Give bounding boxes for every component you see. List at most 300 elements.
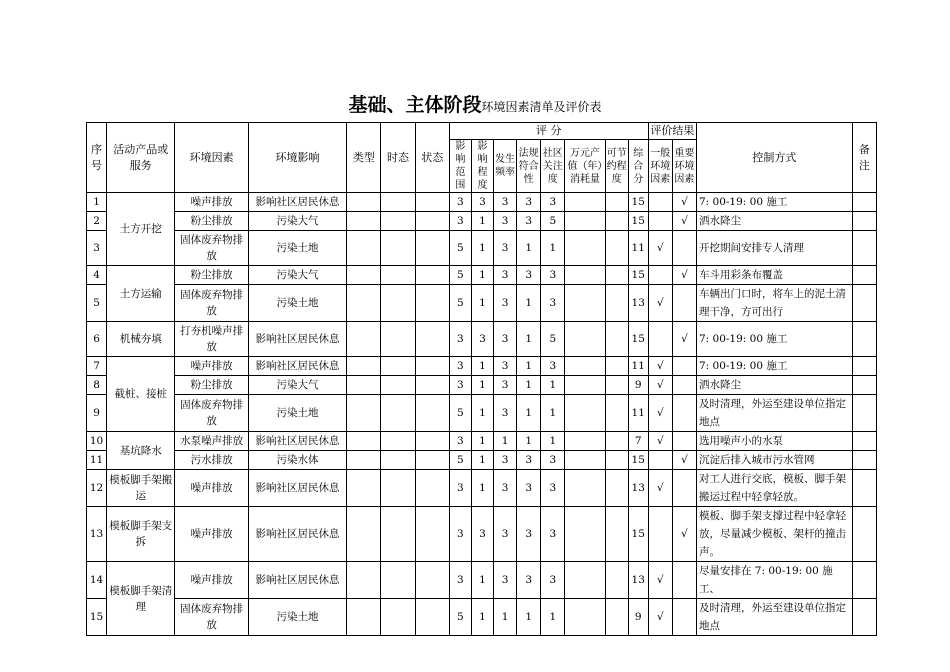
row-tense — [381, 432, 415, 451]
row-important: √ — [672, 322, 696, 357]
row-score: 1 — [471, 395, 493, 432]
row-control: 车辆出门口时，将车上的泥土清理干净，方可出行 — [696, 285, 852, 322]
table-row — [87, 376, 877, 395]
table-row — [87, 212, 877, 231]
header-score-community: 社区关注度 — [541, 140, 565, 193]
row-score: 1 — [471, 285, 493, 322]
row-saving — [605, 266, 628, 285]
row-score: 1 — [541, 395, 565, 432]
row-seq: 5 — [87, 285, 107, 322]
header-impact: 环境影响 — [248, 123, 346, 193]
row-remark — [852, 357, 876, 376]
row-important — [672, 395, 696, 432]
row-consumption — [565, 432, 605, 451]
row-score: 1 — [517, 231, 541, 266]
table-body — [87, 193, 877, 636]
row-remark — [852, 285, 876, 322]
row-total: 15 — [628, 212, 648, 231]
row-remark — [852, 376, 876, 395]
table-row — [87, 562, 877, 599]
row-score: 1 — [471, 432, 493, 451]
row-activity: 模板脚手架支拆 — [107, 507, 175, 562]
table-row — [87, 451, 877, 470]
row-factor: 噪声排放 — [175, 507, 248, 562]
row-tense — [381, 376, 415, 395]
header-score-range: 影响范围 — [449, 140, 471, 193]
table-row — [87, 357, 877, 376]
row-type — [347, 470, 381, 507]
row-saving — [605, 231, 628, 266]
row-tense — [381, 212, 415, 231]
header-score-degree: 影响程度 — [471, 140, 493, 193]
row-tense — [381, 322, 415, 357]
row-seq: 1 — [87, 193, 107, 212]
row-seq: 6 — [87, 322, 107, 357]
row-type — [347, 231, 381, 266]
row-score: 3 — [449, 507, 471, 562]
row-type — [347, 285, 381, 322]
row-type — [347, 451, 381, 470]
row-state — [415, 451, 449, 470]
row-consumption — [565, 193, 605, 212]
row-important — [672, 599, 696, 636]
row-impact: 影响社区居民休息 — [248, 322, 346, 357]
row-factor: 固体废弃物排放 — [175, 285, 248, 322]
row-factor: 噪声排放 — [175, 357, 248, 376]
row-impact: 污染土地 — [248, 285, 346, 322]
row-activity: 机械夯填 — [107, 322, 175, 357]
row-tense — [381, 507, 415, 562]
row-state — [415, 562, 449, 599]
row-total: 15 — [628, 266, 648, 285]
row-remark — [852, 212, 876, 231]
row-control: 对工人进行交底，模板、脚手架搬运过程中轻拿轻放。 — [696, 470, 852, 507]
row-important: √ — [672, 451, 696, 470]
row-score: 5 — [541, 212, 565, 231]
table-row — [87, 599, 877, 636]
row-state — [415, 395, 449, 432]
row-factor: 噪声排放 — [175, 562, 248, 599]
row-type — [347, 322, 381, 357]
row-state — [415, 231, 449, 266]
row-seq: 12 — [87, 470, 107, 507]
row-score: 1 — [494, 432, 517, 451]
row-score: 3 — [494, 562, 517, 599]
row-score: 1 — [471, 212, 493, 231]
row-consumption — [565, 507, 605, 562]
table-row — [87, 507, 877, 562]
row-important: √ — [672, 193, 696, 212]
row-seq: 7 — [87, 357, 107, 376]
row-score: 3 — [541, 285, 565, 322]
row-score: 1 — [541, 599, 565, 636]
row-activity: 土方运输 — [107, 266, 175, 322]
row-score: 3 — [471, 193, 493, 212]
header-state: 状态 — [415, 123, 449, 193]
row-state — [415, 285, 449, 322]
row-state — [415, 357, 449, 376]
row-tense — [381, 193, 415, 212]
row-score: 5 — [449, 285, 471, 322]
row-score: 3 — [494, 376, 517, 395]
row-score: 3 — [494, 266, 517, 285]
header-tense: 时态 — [381, 123, 415, 193]
row-score: 3 — [541, 357, 565, 376]
row-activity: 模板脚手架清理 — [107, 562, 175, 636]
row-general — [648, 322, 672, 357]
row-saving — [605, 193, 628, 212]
row-tense — [381, 451, 415, 470]
row-state — [415, 322, 449, 357]
row-score: 3 — [517, 451, 541, 470]
header-type: 类型 — [347, 123, 381, 193]
row-important — [672, 285, 696, 322]
row-remark — [852, 562, 876, 599]
row-tense — [381, 266, 415, 285]
row-score: 3 — [517, 266, 541, 285]
row-score: 3 — [449, 562, 471, 599]
header-score-compliance: 法规符合性 — [517, 140, 541, 193]
row-saving — [605, 322, 628, 357]
row-score: 1 — [471, 451, 493, 470]
row-control: 尽量安排在 7: 00-19: 00 施工、 — [696, 562, 852, 599]
header-remark: 备注 — [852, 123, 876, 193]
row-score: 3 — [449, 470, 471, 507]
row-tense — [381, 357, 415, 376]
row-score: 3 — [494, 395, 517, 432]
row-seq: 13 — [87, 507, 107, 562]
row-total: 13 — [628, 285, 648, 322]
row-score: 3 — [541, 193, 565, 212]
row-type — [347, 599, 381, 636]
row-control: 模板、脚手架支撑过程中轻拿轻放，尽量减少模板、架杆的撞击声。 — [696, 507, 852, 562]
table-row — [87, 193, 877, 212]
row-saving — [605, 285, 628, 322]
row-activity: 截桩、接桩 — [107, 357, 175, 432]
row-impact: 影响社区居民休息 — [248, 562, 346, 599]
row-factor: 水泵噪声排放 — [175, 432, 248, 451]
row-general — [648, 193, 672, 212]
row-total: 15 — [628, 322, 648, 357]
row-impact: 影响社区居民休息 — [248, 507, 346, 562]
row-score: 1 — [471, 470, 493, 507]
row-score: 1 — [541, 432, 565, 451]
row-score: 1 — [541, 231, 565, 266]
row-score: 3 — [494, 470, 517, 507]
row-impact: 影响社区居民休息 — [248, 193, 346, 212]
row-saving — [605, 470, 628, 507]
header-general: 一般环境因素 — [648, 140, 672, 193]
row-score: 3 — [449, 322, 471, 357]
row-score: 3 — [494, 193, 517, 212]
row-score: 1 — [517, 376, 541, 395]
row-general: √ — [648, 395, 672, 432]
row-score: 3 — [494, 322, 517, 357]
row-seq: 14 — [87, 562, 107, 599]
header-result-group: 评价结果 — [648, 123, 696, 140]
row-score: 5 — [449, 451, 471, 470]
row-score: 3 — [517, 212, 541, 231]
row-impact: 影响社区居民休息 — [248, 357, 346, 376]
row-score: 3 — [494, 212, 517, 231]
row-score: 3 — [449, 212, 471, 231]
row-total: 11 — [628, 395, 648, 432]
row-control: 车斗用彩条布覆盖 — [696, 266, 852, 285]
table-row — [87, 432, 877, 451]
row-general — [648, 507, 672, 562]
row-control: 洒水降尘 — [696, 212, 852, 231]
header-score-consumption: 万元产值（年）消耗量 — [565, 140, 605, 193]
row-score: 1 — [471, 231, 493, 266]
row-consumption — [565, 266, 605, 285]
row-activity: 土方开挖 — [107, 193, 175, 266]
row-factor: 固体废弃物排放 — [175, 599, 248, 636]
table-row — [87, 395, 877, 432]
row-score: 3 — [517, 193, 541, 212]
row-score: 1 — [517, 432, 541, 451]
row-score: 3 — [541, 266, 565, 285]
page-title — [0, 93, 950, 119]
row-type — [347, 432, 381, 451]
row-score: 1 — [471, 266, 493, 285]
row-score: 3 — [449, 357, 471, 376]
header-score-frequency: 发生频率 — [494, 140, 517, 193]
row-important — [672, 231, 696, 266]
row-score: 1 — [517, 285, 541, 322]
row-saving — [605, 507, 628, 562]
row-general: √ — [648, 599, 672, 636]
row-score: 3 — [517, 562, 541, 599]
row-general: √ — [648, 562, 672, 599]
row-score: 3 — [541, 507, 565, 562]
row-saving — [605, 376, 628, 395]
row-remark — [852, 470, 876, 507]
row-consumption — [565, 470, 605, 507]
row-consumption — [565, 451, 605, 470]
row-total: 15 — [628, 451, 648, 470]
row-impact: 污染大气 — [248, 212, 346, 231]
row-remark — [852, 395, 876, 432]
header-seq: 序号 — [87, 123, 107, 193]
row-impact: 污染大气 — [248, 376, 346, 395]
title-suffix: 环境因素清单及评价表 — [481, 100, 602, 114]
row-seq: 3 — [87, 231, 107, 266]
row-control: 7: 00-19: 00 施工 — [696, 322, 852, 357]
row-score: 1 — [471, 562, 493, 599]
row-impact: 污染土地 — [248, 231, 346, 266]
header-important: 重要环境因素 — [672, 140, 696, 193]
header-score-saving: 可节约程度 — [605, 140, 628, 193]
row-important: √ — [672, 212, 696, 231]
title-main: 基础、主体阶段 — [348, 94, 482, 116]
row-consumption — [565, 231, 605, 266]
header-activity: 活动产品或服务 — [107, 123, 175, 193]
row-saving — [605, 395, 628, 432]
row-control: 沉淀后排入城市污水管网 — [696, 451, 852, 470]
row-state — [415, 376, 449, 395]
row-state — [415, 507, 449, 562]
header-score-group: 评 分 — [449, 123, 648, 140]
row-type — [347, 266, 381, 285]
row-state — [415, 470, 449, 507]
row-score: 3 — [494, 507, 517, 562]
row-impact: 污染大气 — [248, 266, 346, 285]
row-general — [648, 451, 672, 470]
row-important — [672, 376, 696, 395]
row-type — [347, 562, 381, 599]
row-score: 3 — [517, 507, 541, 562]
row-important: √ — [672, 266, 696, 285]
row-score: 3 — [494, 231, 517, 266]
row-consumption — [565, 357, 605, 376]
row-important — [672, 562, 696, 599]
row-general: √ — [648, 470, 672, 507]
table-row — [87, 285, 877, 322]
row-score: 5 — [449, 599, 471, 636]
row-saving — [605, 562, 628, 599]
row-score: 1 — [471, 376, 493, 395]
row-consumption — [565, 212, 605, 231]
row-score: 3 — [449, 376, 471, 395]
row-consumption — [565, 562, 605, 599]
header-factor: 环境因素 — [175, 123, 248, 193]
row-seq: 10 — [87, 432, 107, 451]
row-factor: 粉尘排放 — [175, 376, 248, 395]
row-score: 1 — [517, 599, 541, 636]
row-general: √ — [648, 285, 672, 322]
row-impact: 污染土地 — [248, 395, 346, 432]
table-row — [87, 266, 877, 285]
row-score: 3 — [494, 285, 517, 322]
row-total: 15 — [628, 507, 648, 562]
row-tense — [381, 231, 415, 266]
row-tense — [381, 395, 415, 432]
row-impact: 污染土地 — [248, 599, 346, 636]
row-important — [672, 432, 696, 451]
row-saving — [605, 212, 628, 231]
row-control: 及时清理，外运至建设单位指定地点 — [696, 599, 852, 636]
row-total: 11 — [628, 357, 648, 376]
row-score: 3 — [449, 193, 471, 212]
row-seq: 11 — [87, 451, 107, 470]
row-control: 及时清理，外运至建设单位指定地点 — [696, 395, 852, 432]
row-score: 1 — [517, 395, 541, 432]
row-control: 7: 00-19: 00 施工 — [696, 357, 852, 376]
row-consumption — [565, 285, 605, 322]
row-important: √ — [672, 507, 696, 562]
row-important — [672, 470, 696, 507]
row-remark — [852, 322, 876, 357]
row-remark — [852, 193, 876, 212]
row-score: 3 — [517, 470, 541, 507]
row-general — [648, 212, 672, 231]
header-total: 综合分 — [628, 140, 648, 193]
row-control: 洒水降尘 — [696, 376, 852, 395]
row-control: 开挖期间安排专人清理 — [696, 231, 852, 266]
row-seq: 15 — [87, 599, 107, 636]
row-score: 3 — [471, 322, 493, 357]
row-score: 1 — [541, 376, 565, 395]
row-seq: 2 — [87, 212, 107, 231]
row-factor: 污水排放 — [175, 451, 248, 470]
row-tense — [381, 599, 415, 636]
row-seq: 4 — [87, 266, 107, 285]
row-general — [648, 266, 672, 285]
row-factor: 噪声排放 — [175, 470, 248, 507]
row-consumption — [565, 376, 605, 395]
row-state — [415, 432, 449, 451]
row-factor: 噪声排放 — [175, 193, 248, 212]
row-important — [672, 357, 696, 376]
row-consumption — [565, 395, 605, 432]
row-score: 3 — [471, 507, 493, 562]
row-factor: 粉尘排放 — [175, 266, 248, 285]
row-factor: 固体废弃物排放 — [175, 231, 248, 266]
row-control: 选用噪声小的水泵 — [696, 432, 852, 451]
row-total: 13 — [628, 562, 648, 599]
row-total: 11 — [628, 231, 648, 266]
row-factor: 打夯机噪声排放 — [175, 322, 248, 357]
row-type — [347, 212, 381, 231]
row-remark — [852, 451, 876, 470]
row-saving — [605, 357, 628, 376]
row-score: 1 — [517, 357, 541, 376]
table-row — [87, 322, 877, 357]
evaluation-table — [86, 122, 877, 636]
row-type — [347, 357, 381, 376]
row-type — [347, 376, 381, 395]
row-score: 1 — [494, 599, 517, 636]
row-score: 3 — [541, 562, 565, 599]
row-activity: 基坑降水 — [107, 432, 175, 470]
row-total: 9 — [628, 376, 648, 395]
row-remark — [852, 432, 876, 451]
row-general: √ — [648, 231, 672, 266]
table-row — [87, 470, 877, 507]
row-impact: 影响社区居民休息 — [248, 470, 346, 507]
row-impact: 影响社区居民休息 — [248, 432, 346, 451]
row-score: 1 — [517, 322, 541, 357]
row-score: 3 — [541, 470, 565, 507]
row-score: 3 — [494, 357, 517, 376]
row-factor: 粉尘排放 — [175, 212, 248, 231]
row-tense — [381, 285, 415, 322]
row-score: 1 — [471, 599, 493, 636]
row-type — [347, 395, 381, 432]
row-state — [415, 599, 449, 636]
row-tense — [381, 470, 415, 507]
row-impact: 污染水体 — [248, 451, 346, 470]
row-type — [347, 193, 381, 212]
row-score: 3 — [494, 451, 517, 470]
table-row — [87, 231, 877, 266]
row-remark — [852, 507, 876, 562]
row-score: 5 — [449, 266, 471, 285]
row-general: √ — [648, 376, 672, 395]
row-score: 3 — [541, 451, 565, 470]
row-total: 9 — [628, 599, 648, 636]
row-activity: 模板脚手架搬运 — [107, 470, 175, 507]
row-score: 5 — [449, 231, 471, 266]
row-general: √ — [648, 357, 672, 376]
row-general: √ — [648, 432, 672, 451]
row-type — [347, 507, 381, 562]
row-score: 1 — [471, 357, 493, 376]
row-consumption — [565, 322, 605, 357]
row-state — [415, 266, 449, 285]
row-control: 7: 00-19: 00 施工 — [696, 193, 852, 212]
row-score: 5 — [541, 322, 565, 357]
